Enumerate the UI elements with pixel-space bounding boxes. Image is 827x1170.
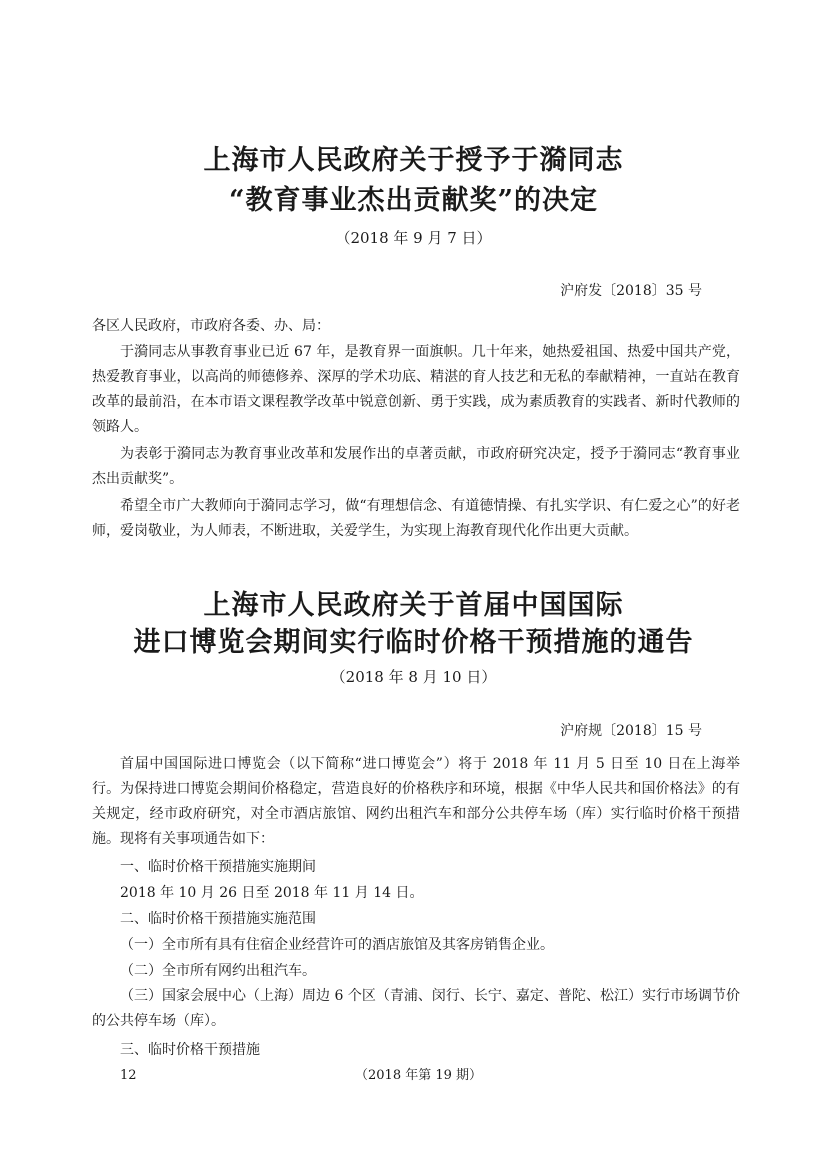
doc1-title-line1: 上海市人民政府关于授予于漪同志 [203, 145, 624, 176]
doc2-date: （2018 年 8 月 10 日） [330, 668, 497, 686]
doc2-section1-text: 2018 年 10 月 26 日至 2018 年 11 月 14 日。 [120, 885, 424, 901]
doc2-item-3: （三）国家会展中心（上海）周边 6 个区（青浦、闵行、长宁、嘉定、普陀、松江）实行市场调节价的公共停车场（库）。 [92, 988, 740, 1029]
issue-label: （2018 年第 19 期） [355, 1068, 483, 1083]
doc2-section3-heading: 三、临时价格干预措施 [120, 1042, 260, 1058]
doc2-intro: 首届中国国际进口博览会（以下简称“进口博览会”）将于 2018 年 11 月 5 日至 10 日在上海举行。为保持进口博览会期间价格稳定，营造良好的价格秩序和环境，根据《中华人民共和国价格法》的有关规定，经市政府研究，对全市酒店旅馆、网约出租汽车和部分公共停车场（库）实行临时价格干预措施。现将有关事项通告如下： [92, 756, 740, 847]
doc1-title-line2: “教育事业杰出贡献奖”的决定 [228, 185, 599, 216]
doc2-item-2: （二）全市所有网约出租汽车。 [120, 963, 316, 979]
doc2-document-number: 沪府规〔2018〕15 号 [560, 723, 702, 739]
doc1-paragraph-3: 希望全市广大教师向于漪同志学习，做“有理想信念、有道德情操、有扎实学识、有仁爱之心”的好老师，爱岗敬业，为人师表，不断进取，关爱学生，为实现上海教育现代化作出更大贡献。 [92, 498, 740, 539]
doc1-document-number: 沪府发〔2018〕35 号 [560, 283, 702, 299]
page-number: 12 [120, 1068, 137, 1083]
doc2-section1-heading: 一、临时价格干预措施实施期间 [120, 859, 316, 875]
doc1-paragraph-1: 于漪同志从事教育事业已近 67 年，是教育界一面旗帜。几十年来，她热爱祖国、热爱中国共产党，热爱教育事业，以高尚的师德修养、深厚的学术功底、精湛的育人技艺和无私的奉献精神，一直站在教育改革的最前沿，在本市语文课程教学改革中锐意创新、勇于实践，成为素质教育的实践者、新时代教师的领路人。 [92, 344, 740, 435]
doc1-salutation: 各区人民政府，市政府各委、办、局： [92, 318, 330, 334]
doc2-title-line2: 进口博览会期间实行临时价格干预措施的通告 [133, 627, 694, 658]
doc2-section2-heading: 二、临时价格干预措施实施范围 [120, 911, 316, 927]
doc1-date: （2018 年 9 月 7 日） [335, 229, 492, 247]
doc1-paragraph-2: 为表彰于漪同志为教育事业改革和发展作出的卓著贡献，市政府研究决定，授予于漪同志“教育事业杰出贡献奖”。 [92, 446, 740, 487]
doc2-title-line1: 上海市人民政府关于首届中国国际 [203, 590, 624, 621]
doc2-item-1: （一）全市所有具有住宿企业经营许可的酒店旅馆及其客房销售企业。 [120, 937, 554, 953]
